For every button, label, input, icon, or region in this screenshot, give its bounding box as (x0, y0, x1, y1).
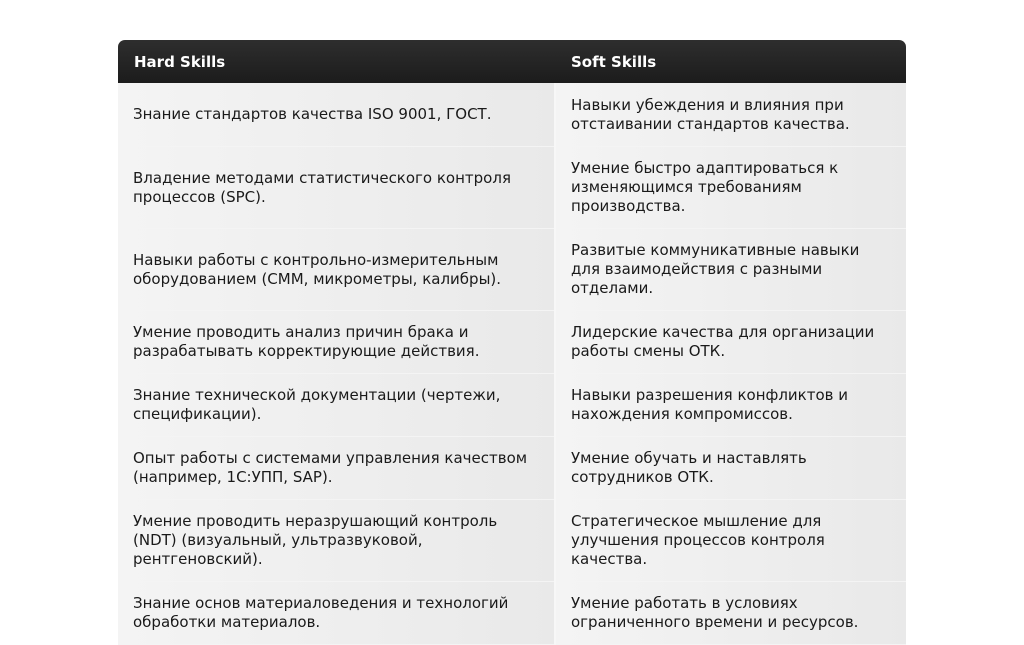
hard-skill-cell: Умение проводить неразрушающий контроль (NDT) (визуальный, ультразвуковой, рентгеновский). (118, 500, 555, 582)
soft-skill-cell: Умение работать в условиях ограниченного времени и ресурсов. (555, 582, 906, 645)
table-row (118, 311, 906, 374)
table-row (118, 83, 906, 147)
table-row (118, 582, 906, 645)
header-soft-skills: Soft Skills (555, 40, 906, 83)
table-row (118, 147, 906, 229)
soft-skill-cell: Умение обучать и наставлять сотрудников ОТК. (555, 437, 906, 500)
soft-skill-cell: Лидерские качества для организации работы смены ОТК. (555, 311, 906, 374)
table-row (118, 374, 906, 437)
hard-skill-cell: Навыки работы с контрольно-измерительным оборудованием (CMM, микрометры, калибры). (118, 229, 555, 311)
skills-table (118, 40, 906, 645)
soft-skill-cell: Умение быстро адаптироваться к изменяющимся требованиям производства. (555, 147, 906, 229)
hard-skill-cell: Умение проводить анализ причин брака и разрабатывать корректирующие действия. (118, 311, 555, 374)
skills-table-container (118, 40, 906, 645)
table-row (118, 229, 906, 311)
table-row (118, 437, 906, 500)
hard-skill-cell: Знание стандартов качества ISO 9001, ГОСТ. (118, 83, 555, 147)
soft-skill-cell: Развитые коммуникативные навыки для взаимодействия с разными отделами. (555, 229, 906, 311)
hard-skill-cell: Опыт работы с системами управления качеством (например, 1С:УПП, SAP). (118, 437, 555, 500)
hard-skill-cell: Владение методами статистического контроля процессов (SPC). (118, 147, 555, 229)
hard-skill-cell: Знание технической документации (чертежи, спецификации). (118, 374, 555, 437)
table-header-row (118, 40, 906, 83)
table-row (118, 500, 906, 582)
soft-skill-cell: Навыки убеждения и влияния при отстаивании стандартов качества. (555, 83, 906, 147)
soft-skill-cell: Навыки разрешения конфликтов и нахождения компромиссов. (555, 374, 906, 437)
hard-skill-cell: Знание основ материаловедения и технологий обработки материалов. (118, 582, 555, 645)
soft-skill-cell: Стратегическое мышление для улучшения процессов контроля качества. (555, 500, 906, 582)
header-hard-skills: Hard Skills (118, 40, 555, 83)
